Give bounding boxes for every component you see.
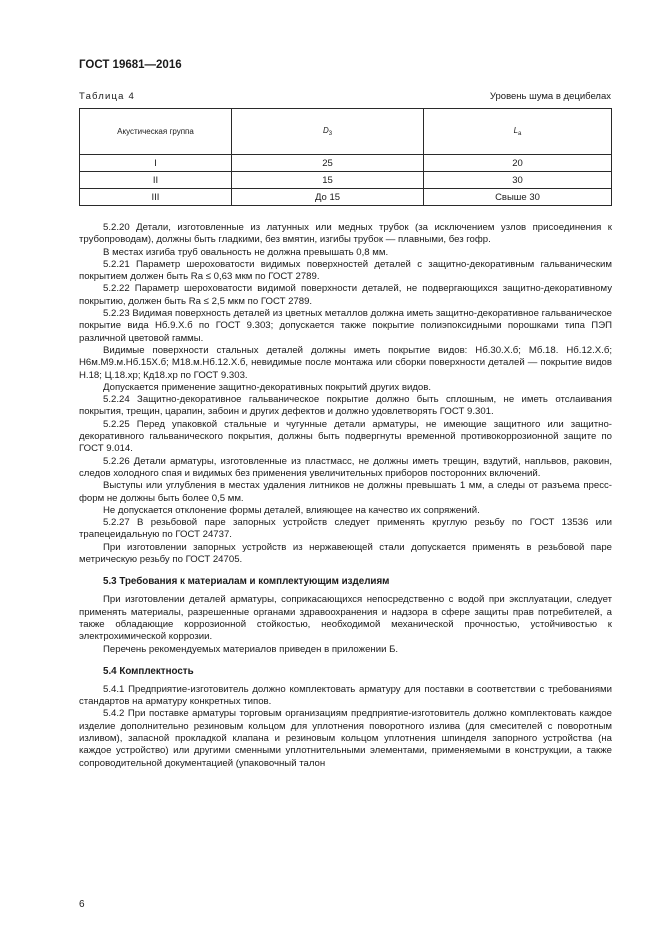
table-cell: 25 (232, 155, 424, 172)
paragraph: 5.2.25 Перед упаковкой стальные и чугунные детали арматуры, не имеющие защитного или защитно-декоративного гальванического покрытия, должны быть подвергнуты временной противокоррозионной защите по ГОСТ 9.014. (79, 418, 612, 455)
paragraph: Допускается применение защитно-декоративных покрытий других видов. (103, 381, 432, 393)
table-cell: До 15 (232, 189, 424, 206)
document-body (79, 222, 612, 770)
paragraph: 5.2.23 Видимая поверхность деталей из цветных металлов должна иметь защитно-декоративное гальваническое покрытие вида Нб.9.Х.б по ГОСТ 9.303; допускается также покрытие полиэпоксидными порошками типа ПЭП различной цветовой гаммы. (79, 308, 612, 344)
paragraph: Не допускается отклонение формы деталей, влияющее на качество их сопряжений. (103, 504, 480, 516)
paragraph: Выступы или углубления в местах удаления литников не должны превышать 1 мм, а следы от разъема пресс-форм не должны быть более 0,5 мм. (79, 480, 612, 504)
table-cell: II (80, 172, 232, 189)
paragraph: 5.2.27 В резьбовой паре запорных устройств следует применять круглую резьбу по ГОСТ 13536 или трапецеидальную по ГОСТ 24737. (79, 517, 612, 541)
page-number: 6 (79, 899, 85, 910)
paragraph: 5.2.26 Детали арматуры, изготовленные из пластмасс, не должны иметь трещин, вздутий, напльвов, раковин, следов холодного спая и видимых без применения увеличительных приборов посторонних включений. (79, 455, 612, 479)
table-cell: 30 (424, 172, 612, 189)
table-row (80, 189, 612, 206)
table-unit-note: Уровень шума в децибелах (489, 91, 611, 102)
noise-level-table (79, 108, 612, 206)
section-heading-5-3: 5.3 Требования к материалам и комплектующим изделиям (103, 576, 390, 588)
table-row (80, 155, 612, 172)
header-d3: $D_3$ (232, 109, 424, 155)
table-cell: 15 (232, 172, 424, 189)
paragraph: 5.4.2 При поставке арматуры торговым организациям предприятие-изготовитель должно комплектовать каждое изделие дополнительно резиновым кольцом для уплотнения поворотного излива (для смесителей с поворотным изливом), запасной прокладкой клапана и резиновым кольцом уплотнения шпинделя запорного устройства (на каждое устройство) или другими сменными уплотнительными элементами, применяемыми в конструкции, а также сопроводительной документацией (упаковочный талон (79, 708, 612, 769)
paragraph: 5.2.24 Защитно-декоративное гальваническое покрытие должно быть сплошным, не иметь отслаивания покрытия, трещин, царапин, забоин и других дефектов и должно удовлетворять ГОСТ 9.301. (79, 394, 612, 418)
section-heading-5-4: 5.4 Комплектность (103, 665, 194, 677)
paragraph: Перечень рекомендуемых материалов приведен в приложении Б. (103, 643, 399, 655)
paragraph: 5.2.22 Параметр шероховатости видимой поверхности деталей, не подвергающихся защитно-декоративному покрытию, должен быть Ra ≤ 2,5 мкм по ГОСТ 2789. (79, 283, 612, 307)
paragraph: 5.2.20 Детали, изготовленные из латунных или медных трубок (за исключением узлов присоединения к трубопроводам), должны быть гладкими, без вмятин, изгибы трубок — плавными, без гофр. (79, 222, 612, 246)
header-la: $L_a$ (424, 109, 612, 155)
table-caption: Таблица 4 (79, 91, 135, 102)
table-cell: 20 (424, 155, 612, 172)
paragraph: Видимые поверхности стальных деталей должны иметь покрытие видов: Нб.30.Х.б; Мб.18. Нб.12.Х.б; Н6м.М9.м.Нб.15Х.б; М18.м.Нб.12.Х.б, невидимые после монтажа или сборки поверхности деталей — покрытие видов Н.18; Ц.18.хр; Кд18.хр по ГОСТ 9.303. (79, 344, 612, 381)
header-acoustic-group: Акустическая группа (80, 109, 232, 155)
standard-header: ГОСТ 19681—2016 (79, 59, 182, 71)
paragraph: 5.2.21 Параметр шероховатости видимых поверхностей деталей с защитно-декоративным гальваническим покрытием должен быть Ra ≤ 0,63 мкм по ГОСТ 2789. (79, 258, 612, 283)
paragraph: При изготовлении деталей арматуры, соприкасающихся непосредственно с водой при эксплуатации, следует применять материалы, разрешенные органами здравоохранения и надзора в сфере защиты прав потребителей, а также обладающие коррозионной стойкостью, необходимой механической прочностью, устойчивостью к электрохимической коррозии. (79, 594, 612, 643)
paragraph: В местах изгиба труб овальность не должна превышать 0,8 мм. (103, 246, 389, 258)
table-cell: III (80, 189, 232, 206)
table-cell: I (80, 155, 232, 172)
table-row (80, 172, 612, 189)
paragraph: 5.4.1 Предприятие-изготовитель должно комплектовать арматуру для поставки в соответствии с требованиями стандартов на арматуру конкретных типов. (79, 683, 612, 708)
table-header-row (80, 109, 612, 155)
paragraph: При изготовлении запорных устройств из нержавеющей стали допускается применять в резьбовой паре метрическую резьбу по ГОСТ 24705. (79, 541, 612, 566)
table-cell: Свыше 30 (424, 189, 612, 206)
